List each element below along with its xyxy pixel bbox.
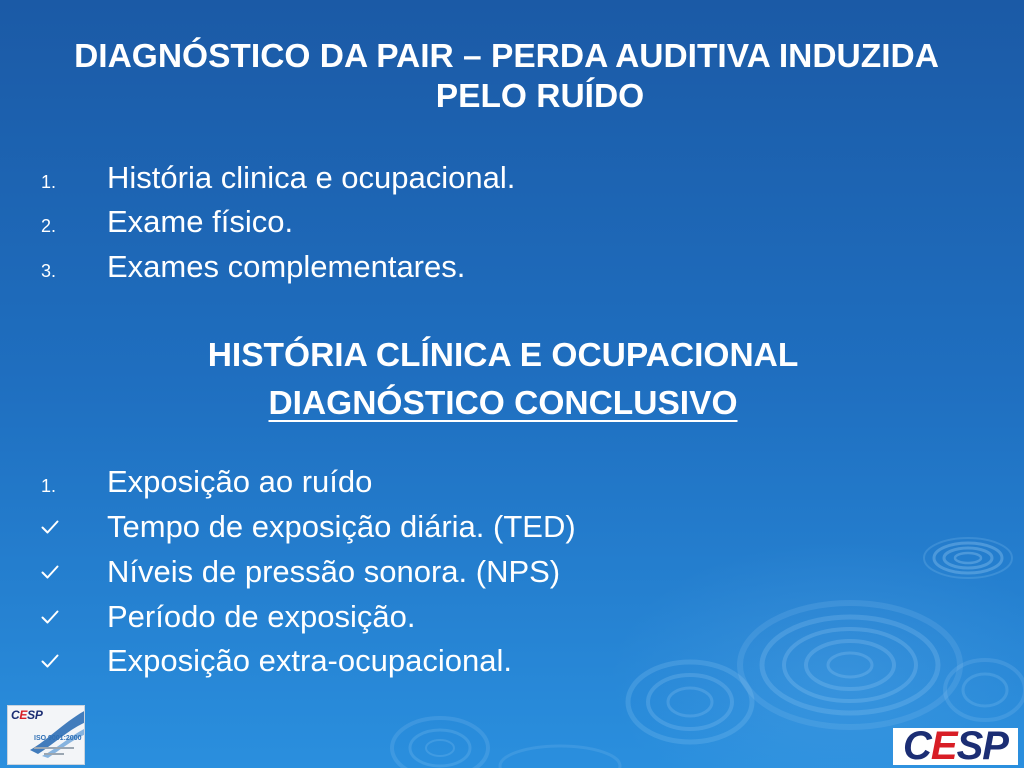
list-item xyxy=(0,639,512,683)
list-item xyxy=(0,595,416,639)
list-item-text: Níveis de pressão sonora. (NPS) xyxy=(107,554,561,589)
list-item-text: Período de exposição. xyxy=(107,599,416,634)
list-number: 3. xyxy=(41,261,57,281)
list-item-text: Exposição extra-ocupacional. xyxy=(107,643,512,678)
slide-title-line-1: DIAGNÓSTICO DA PAIR – PERDA AUDITIVA INDUZIDA xyxy=(74,38,939,75)
list-number: 2. xyxy=(41,216,57,236)
fine-print-line xyxy=(34,747,74,749)
list-item xyxy=(0,460,372,504)
list-item xyxy=(0,550,560,594)
cesp-iso-logo xyxy=(7,705,85,765)
wordmark-letter: C xyxy=(11,708,20,722)
slide-title-line-2: PELO RUÍDO xyxy=(435,78,645,115)
check-icon xyxy=(41,654,59,668)
list-item xyxy=(0,156,515,200)
iso-certification-label: ISO 9001:2000 xyxy=(34,735,82,742)
section-heading: HISTÓRIA CLÍNICA E OCUPACIONAL xyxy=(207,337,799,374)
list-number: 1. xyxy=(41,476,57,496)
wordmark-letter: E xyxy=(930,728,957,765)
logo-wordmark xyxy=(11,708,43,722)
list-item xyxy=(0,505,576,549)
bullet-marker xyxy=(41,654,107,674)
list-item-text: História clinica e ocupacional. xyxy=(107,160,516,195)
list-item-text: Exposição ao ruído xyxy=(107,464,373,499)
ripple-ring xyxy=(500,746,620,768)
ripple-ring xyxy=(392,718,488,768)
list-number: 1. xyxy=(41,172,57,192)
section-subheading: DIAGNÓSTICO CONCLUSIVO xyxy=(268,385,738,422)
list-item-text: Exames complementares. xyxy=(107,249,466,284)
wordmark-letter: P xyxy=(982,728,1008,765)
wordmark-letter: S xyxy=(27,708,35,722)
check-icon xyxy=(41,565,59,579)
wordmark-letter: E xyxy=(19,708,28,722)
wordmark-letter: P xyxy=(34,708,43,722)
ripple-ring xyxy=(426,740,454,756)
bullet-marker xyxy=(41,520,107,540)
list-item-text: Tempo de exposição diária. (TED) xyxy=(107,509,576,544)
check-icon xyxy=(41,520,59,534)
wordmark-letter: C xyxy=(903,728,931,765)
ripple-ring xyxy=(955,553,981,563)
fine-print-line xyxy=(44,753,64,755)
cesp-logo xyxy=(893,728,1018,765)
ripple-ring xyxy=(410,730,470,766)
bullet-marker xyxy=(41,565,107,585)
list-item xyxy=(0,200,293,244)
check-icon xyxy=(41,610,59,624)
list-item-text: Exame físico. xyxy=(107,204,294,239)
bullet-marker xyxy=(41,610,107,630)
list-item xyxy=(0,245,465,289)
wordmark-letter: S xyxy=(956,728,983,765)
logo-wordmark xyxy=(903,728,1008,765)
